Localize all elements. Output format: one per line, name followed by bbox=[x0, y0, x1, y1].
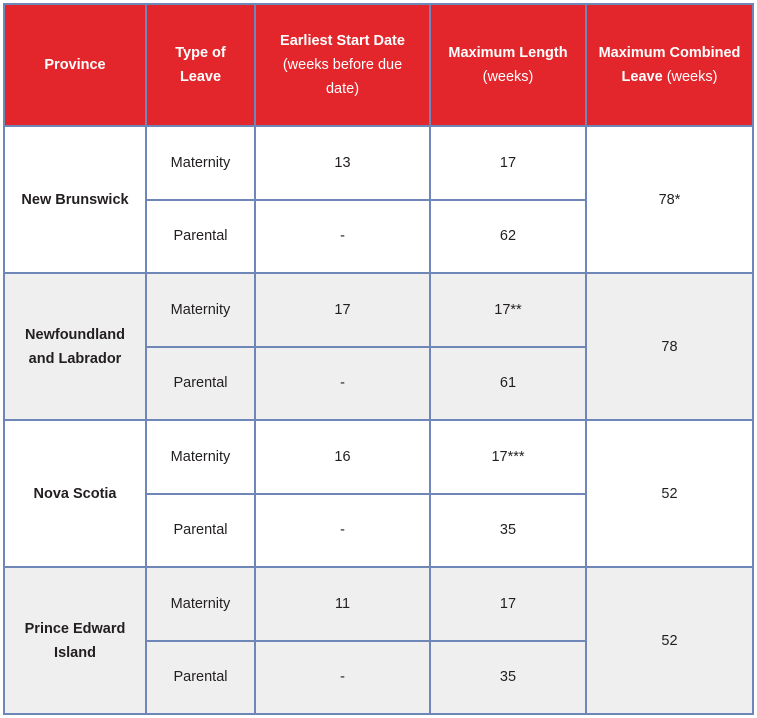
province-name-line1: Prince Edward bbox=[24, 620, 126, 637]
header-earliest-start bbox=[255, 4, 430, 126]
header-province-label: Province bbox=[44, 57, 106, 73]
combined-leave-cell: 78 bbox=[586, 273, 753, 420]
leave-table bbox=[3, 3, 754, 715]
leave-type-cell: Maternity bbox=[146, 273, 255, 347]
header-start-title: Earliest Start Date bbox=[280, 33, 405, 49]
header-type-line1: Type of bbox=[175, 45, 226, 61]
header-maxlen-title: Maximum Length bbox=[448, 45, 568, 61]
header-maximum-combined bbox=[586, 4, 753, 126]
start-date-cell: - bbox=[255, 641, 430, 715]
header-maximum-length bbox=[430, 4, 586, 126]
province-name-line2: Island bbox=[54, 644, 96, 661]
province-name-line1: Newfoundland bbox=[25, 326, 125, 343]
header-start-unit-line2: date) bbox=[325, 81, 360, 97]
header-combined-line2: Leave bbox=[621, 69, 663, 85]
header-combined-line1: Maximum Combined bbox=[598, 45, 741, 61]
max-length-cell: 17 bbox=[430, 567, 586, 641]
province-name-line1: Nova Scotia bbox=[33, 485, 117, 502]
province-cell bbox=[4, 273, 146, 420]
header-start-unit-line1: (weeks before due bbox=[282, 57, 403, 73]
start-date-cell: - bbox=[255, 347, 430, 421]
header-type-line2: Leave bbox=[179, 69, 222, 85]
header-type-of-leave bbox=[146, 4, 255, 126]
start-date-cell: 16 bbox=[255, 420, 430, 494]
leave-type-cell: Parental bbox=[146, 347, 255, 421]
province-cell bbox=[4, 420, 146, 567]
leave-type-cell: Parental bbox=[146, 200, 255, 274]
leave-type-cell: Maternity bbox=[146, 567, 255, 641]
combined-leave-cell: 52 bbox=[586, 567, 753, 714]
leave-type-cell: Maternity bbox=[146, 126, 255, 200]
header-maxlen-unit: (weeks) bbox=[482, 69, 534, 85]
province-name-line2: and Labrador bbox=[28, 350, 122, 367]
start-date-cell: 11 bbox=[255, 567, 430, 641]
max-length-cell: 17*** bbox=[430, 420, 586, 494]
max-length-cell: 61 bbox=[430, 347, 586, 421]
max-length-cell: 17 bbox=[430, 126, 586, 200]
leave-type-cell: Maternity bbox=[146, 420, 255, 494]
max-length-cell: 17** bbox=[430, 273, 586, 347]
province-cell bbox=[4, 126, 146, 273]
max-length-cell: 35 bbox=[430, 494, 586, 568]
leave-type-cell: Parental bbox=[146, 641, 255, 715]
start-date-cell: 17 bbox=[255, 273, 430, 347]
province-cell bbox=[4, 567, 146, 714]
start-date-cell: - bbox=[255, 200, 430, 274]
start-date-cell: - bbox=[255, 494, 430, 568]
province-name-line1: New Brunswick bbox=[21, 191, 129, 208]
table-row-maternity bbox=[4, 567, 753, 641]
max-length-cell: 62 bbox=[430, 200, 586, 274]
table-row-maternity bbox=[4, 420, 753, 494]
combined-leave-cell: 78* bbox=[586, 126, 753, 273]
header-row bbox=[4, 4, 753, 126]
start-date-cell: 13 bbox=[255, 126, 430, 200]
combined-leave-cell: 52 bbox=[586, 420, 753, 567]
table-row-maternity bbox=[4, 126, 753, 200]
header-province bbox=[4, 4, 146, 126]
table-row-maternity bbox=[4, 273, 753, 347]
max-length-cell: 35 bbox=[430, 641, 586, 715]
leave-type-cell: Parental bbox=[146, 494, 255, 568]
header-combined-unit: (weeks) bbox=[666, 69, 718, 85]
